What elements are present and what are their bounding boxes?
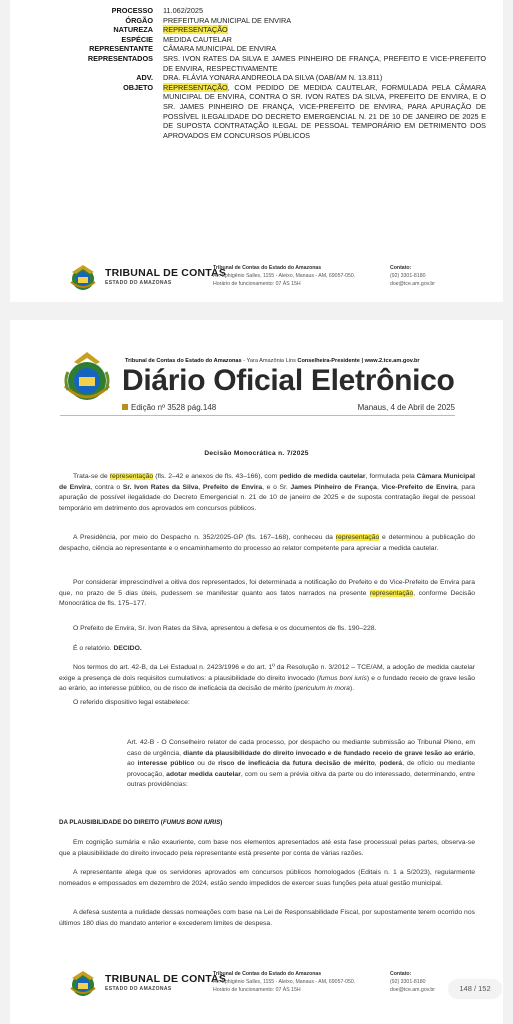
info-row — [46, 44, 486, 54]
paragraph-10: A defesa sustenta a nulidade dessas nomeações com base na Lei de Responsabilidade Fiscal, por supostamente terem ocorrido nos últimos 180 dias do mandato anterior e excederem limites de despesa. — [59, 909, 475, 927]
info-row — [46, 6, 486, 16]
journal-title: Diário Oficial Eletrônico — [122, 364, 455, 397]
page-footer — [10, 960, 503, 1008]
edition-label: Edição nº 3528 pág.148 — [122, 403, 216, 412]
info-key: REPRESENTADOS — [87, 53, 153, 63]
info-row — [46, 35, 486, 45]
info-value: CÂMARA MUNICIPAL DE ENVIRA — [163, 44, 277, 54]
info-key: NATUREZA — [113, 25, 153, 35]
info-key: ADV. — [136, 73, 153, 83]
info-key: REPRESENTANTE — [89, 44, 153, 54]
email-link[interactable]: doe@tce.am.gov.br — [390, 281, 435, 287]
info-row — [46, 16, 486, 26]
highlighted-text: representação — [369, 589, 414, 597]
paragraph-4: O Prefeito de Envira, Sr. Ivon Rates da Silva, apresentou a defesa e os documentos de fls. 190–228. — [73, 625, 377, 632]
info-value: SRS. IVON RATES DA SILVA E JAMES PINHEIRO DE FRANÇA, PREFEITO E VICE-PREFEITO DE ENVIRA, RESPECTIVAMENTE — [163, 53, 486, 73]
info-value: DRA. FLÁVIA YONARA ANDREOLA DA SILVA (OAB/AM N. 13.811) — [163, 73, 383, 83]
highlighted-text: representação — [109, 473, 154, 480]
info-key: ÓRGÃO — [125, 15, 153, 25]
info-value: REPRESENTAÇÃO, COM PEDIDO DE MEDIDA CAUTELAR, FORMULADA PELA CÂMARA MUNICIPAL DE ENVIRA, CONTRA O SR. IVON RATES DA SILVA, PREFEITO DE ENVIRA, E O SR. JAMES PINHEIRO DE FRANÇA, VICE-PREFEITO DE ENVIRA, PARA APURAÇÃO DE POSSÍVEL ILEGALIDADE DO DECRETO EMERGENCIAL N. 21 DE 10 DE JANEIRO DE 2025 E DE SUPOSTA CONTRATAÇÃO ILEGAL DE PESSOAL TEMPORÁRIO EM DETRIMENTO DOS APROVADOS EM CONCURSOS PÚBLICOS — [163, 82, 486, 140]
square-icon — [122, 404, 128, 410]
email-link[interactable]: doe@tce.am.gov.br — [390, 987, 435, 993]
decision-title: Decisão Monocrática n. 7/2025 — [204, 450, 309, 457]
header-tagline: Tribunal de Contas do Estado do Amazonas - Yara Amazônia Lins Conselheira-Presidente | www.2.tce.am.gov.br — [125, 358, 420, 364]
paragraph-3: Por considerar imprescindível a oitiva dos representados, foi determinada a notificação do Prefeito e do Vice-Prefeito de Envira para que, no prazo de 5 dias úteis, pudessem se manifestar quanto aos fatos narrados na presente representação, conforme Decisão Monocrática de fls. 175–177. — [59, 579, 475, 607]
info-value: MEDIDA CAUTELAR — [163, 34, 232, 44]
page-counter: 148 / 152 — [449, 980, 501, 998]
info-key: OBJETO — [123, 82, 153, 92]
paragraph-8: Em cognição sumária e não exauriente, com base nos elementos apresentados até esta fase processual pelas partes, observa-se que a plausibilidade do direito invocado pela representante está presente por conta de várias razões. — [59, 839, 475, 857]
header-divider — [60, 415, 455, 416]
brand-name: TRIBUNAL DE CONTAS — [105, 973, 227, 985]
brand-name: TRIBUNAL DE CONTAS — [105, 267, 227, 279]
info-key: ESPÉCIE — [121, 34, 153, 44]
tce-seal-icon — [60, 350, 114, 406]
page-footer — [10, 254, 503, 302]
brand-subtitle: ESTADO DO AMAZONAS — [105, 986, 172, 992]
paragraph-7: O referido dispositivo legal estabelece: — [73, 699, 190, 706]
info-row — [46, 25, 486, 35]
footer-contact: Contato: (92) 3301-8180 doe@tce.am.gov.br — [390, 971, 435, 993]
paragraph-1: Trata-se de representação (fls. 2–42 e anexos de fls. 43–166), com pedido de medida cautelar, formulada pela Câmara Municipal de Envira, contra o Sr. Ivon Rates da Silva, Prefeito de Envira, e o Sr. James Pinheiro de França, Vice-Prefeito de Envira, para apuração de possível ilegalidade do Decreto Emergencial n. 21 de 10 de janeiro de 2025 e de suposta contratação ilegal de pessoal temporário em detrimento dos aprovados em concursos públicos. — [59, 473, 476, 512]
footer-contact: Contato: (92) 3301-8180 doe@tce.am.gov.br — [390, 265, 435, 287]
footer-address: Tribunal de Contas do Estado do Amazonas Av. Ephigênio Salles, 1155 - Aleixo, Manaus - AM, 69057-050. Horário de funcionamento: 07 ÀS 15H — [213, 971, 356, 993]
document-page-2 — [10, 320, 503, 1024]
tce-seal-icon — [68, 262, 98, 292]
highlighted-text: REPRESENTAÇÃO — [163, 82, 228, 92]
paragraph-9: A representante alega que os servidores aprovados em concursos públicos homologados (Editais n. 1 a 5/2023), regularmente nomeados e empossados em dezembro de 2024, estão sendo impedidos de exercer suas funções pela atual gestão municipal. — [59, 869, 475, 887]
section-title: DA PLAUSIBILIDADE DO DIREITO (FUMUS BONI IURIS) — [59, 819, 223, 826]
tce-seal-icon — [68, 968, 98, 998]
highlighted-text: representação — [335, 534, 380, 541]
paragraph-6: Nos termos do art. 42-B, da Lei Estadual n. 2423/1996 e do art. 1º da Resolução n. 3/2012 – TCE/AM, a adoção de medida cautelar exige a presença de dois requisitos cumulativos: a plausibilidade do direito invocado (fumus boni iuris) e o fundado receio de grave lesão ao erário, ao interesse público, ou de risco de ineficácia da decisão de mérito (periculum in mora). — [59, 664, 475, 692]
process-info-table — [46, 6, 486, 140]
brand-subtitle: ESTADO DO AMAZONAS — [105, 280, 172, 286]
info-value: PREFEITURA MUNICIPAL DE ENVIRA — [163, 15, 292, 25]
highlighted-text: REPRESENTAÇÃO — [163, 25, 228, 35]
info-row — [46, 54, 486, 73]
info-key: PROCESSO — [111, 6, 153, 15]
info-row — [46, 83, 486, 141]
legal-quote: Art. 42-B - O Conselheiro relator de cada processo, por despacho ou mediante submissão ao Tribunal Pleno, em caso de urgência, diante da plausibilidade do direito invocado e de fundado receio de grave lesão ao erário, ao interesse público ou de risco de ineficácia da futura decisão de mérito, poderá, de ofício ou mediante provocação, adotar medida cautelar, com ou sem a prévia oitiva da parte ou do interessado, determinando, entre outras providências: — [127, 739, 476, 788]
footer-address: Tribunal de Contas do Estado do Amazonas Av. Ephigênio Salles, 1155 - Aleixo, Manaus - AM, 69057-050. Horário de funcionamento: 07 ÀS 15H — [213, 265, 356, 287]
info-row — [46, 73, 486, 83]
document-page-1 — [10, 0, 503, 302]
paragraph-5: É o relatório. DECIDO. — [73, 645, 142, 652]
info-value: 11.062/2025 — [163, 6, 204, 15]
edition-date: Manaus, 4 de Abril de 2025 — [357, 403, 455, 412]
paragraph-2: A Presidência, por meio do Despacho n. 352/2025-GP (fls. 167–168), conheceu da representação e determinou a publicação do despacho, ciência ao representante e o encaminhamento do processo ao relator competente para apreciar a medida cautelar. — [59, 534, 475, 552]
